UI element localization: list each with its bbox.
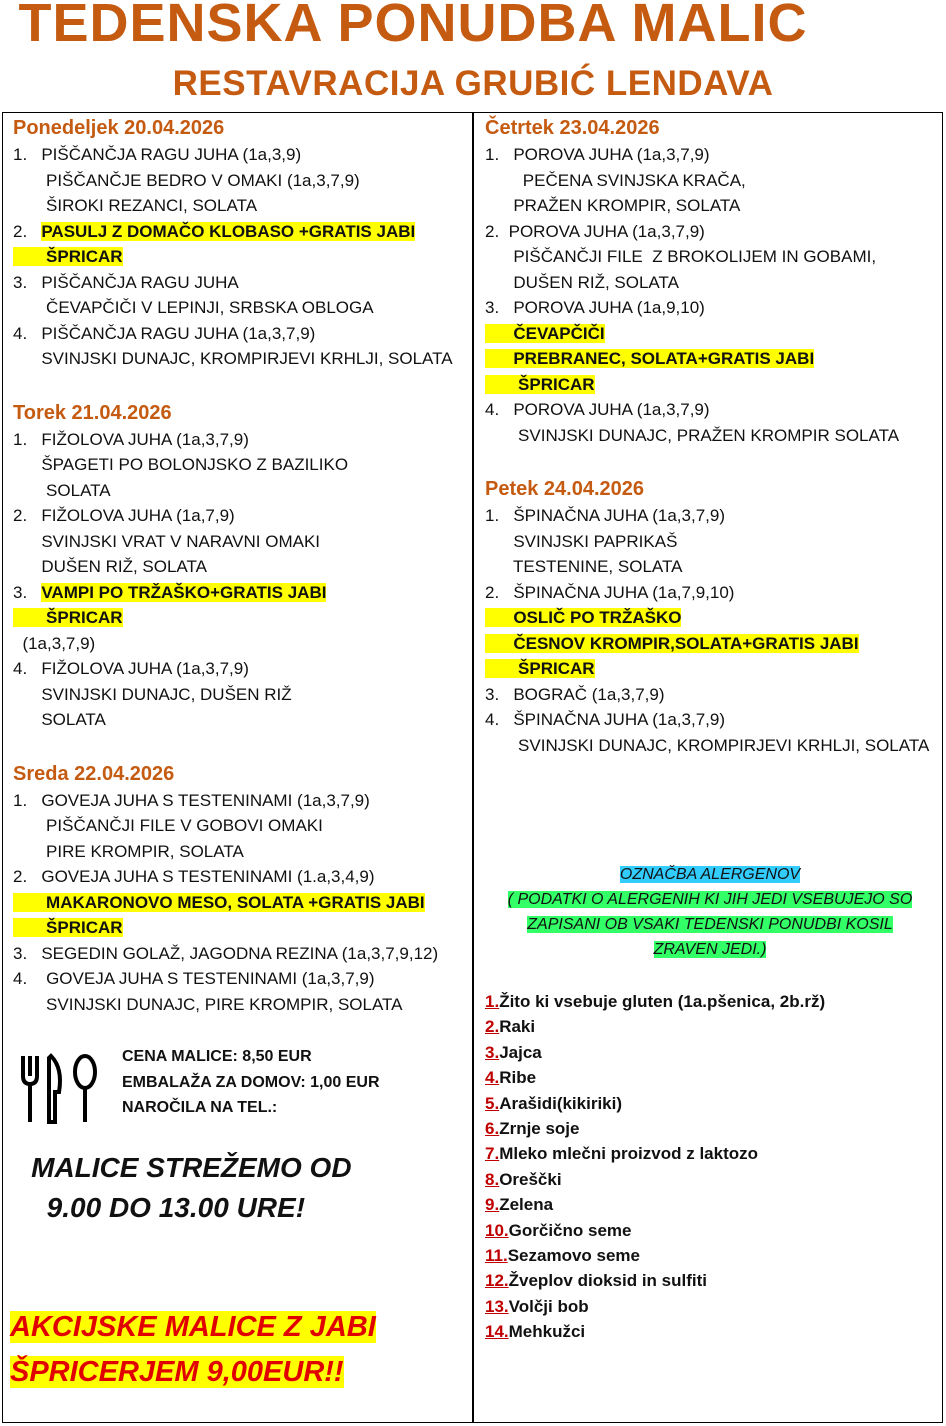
menu-line: SVINJSKI VRAT V NARAVNI OMAKI xyxy=(13,531,321,551)
special-offer-highlight: ČESNOV KROMPIR,SOLATA+GRATIS JABI xyxy=(485,633,859,653)
allergen-item xyxy=(485,1243,825,1268)
allergen-number: 11. xyxy=(485,1246,508,1266)
allergen-number: 8. xyxy=(485,1169,500,1189)
special-offer-highlight: ŠPRICAR xyxy=(485,374,595,394)
allergen-number: 14. xyxy=(485,1322,509,1342)
allergen-item xyxy=(485,1167,825,1192)
allergen-item xyxy=(485,1294,825,1319)
allergen-item xyxy=(485,1014,825,1039)
special-offer-highlight: VAMPI PO TRŽAŠKO+GRATIS JABI xyxy=(41,582,327,602)
cutlery-icon xyxy=(17,1052,101,1126)
day-gap xyxy=(13,372,468,399)
menu-line: 2. GOVEJA JUHA S TESTENINAMI (1.a,3,4,9) xyxy=(13,867,375,886)
day-heading: Sreda 22.04.2026 xyxy=(13,762,175,785)
menu-line: SVINJSKI DUNAJC, PIRE KROMPIR, SOLATA xyxy=(13,994,403,1014)
menu-line xyxy=(485,346,935,372)
allergen-item xyxy=(485,1116,825,1141)
special-offer-highlight: ŠPRICAR xyxy=(13,918,123,937)
allergen-number: 13. xyxy=(485,1296,509,1316)
menu-line: 3. SEGEDIN GOLAŽ, JAGODNA REZINA (1a,3,7,9,12) xyxy=(13,943,439,963)
menu-line: 4. GOVEJA JUHA S TESTENINAMI (1a,3,7,9) xyxy=(13,969,375,988)
menu-line: 2. POROVA JUHA (1a,3,7,9) xyxy=(485,221,705,241)
allergen-text: Gorčično seme xyxy=(508,1220,632,1240)
serving-time: 9.00 DO 13.00 URE! xyxy=(0,1192,306,1223)
menu-line: 2. PASULJ Z DOMAČO KLOBASO +GRATIS JABI xyxy=(13,221,416,241)
menu-line xyxy=(13,890,468,916)
menu-line: 2. FIŽOLOVA JUHA (1a,7,9) xyxy=(13,506,235,525)
allergen-text: Sezamovo seme xyxy=(507,1246,640,1266)
allergen-text: Ribe xyxy=(499,1068,537,1088)
order-phone-line: NAROČILA NA TEL.: xyxy=(122,1099,278,1116)
menu-line: 3. POROVA JUHA (1a,9,10) xyxy=(485,298,705,317)
menu-line: SOLATA xyxy=(13,480,111,500)
special-offer-highlight: ŠPRICAR xyxy=(485,659,595,678)
right-menu-column xyxy=(485,114,935,758)
allergen-text: Jajca xyxy=(499,1042,542,1062)
menu-line xyxy=(485,321,935,347)
menu-line: 1. ŠPINAČNA JUHA (1a,3,7,9) xyxy=(485,506,725,525)
menu-line xyxy=(13,605,468,631)
special-offer-highlight: MAKARONOVO MESO, SOLATA +GRATIS JABI xyxy=(13,892,425,912)
special-offer-highlight: OSLIČ PO TRŽAŠKO xyxy=(485,608,682,627)
menu-line xyxy=(13,915,468,941)
allergen-text: Oreščki xyxy=(499,1169,562,1189)
day-heading: Ponedeljek 20.04.2026 xyxy=(13,117,225,139)
packaging-line: EMBALAŽA ZA DOMOV: 1,00 EUR xyxy=(122,1073,380,1091)
allergen-text: Zrnje soje xyxy=(499,1119,580,1139)
menu-line: 3. PIŠČANČJA RAGU JUHA xyxy=(13,272,239,292)
allergen-list xyxy=(485,989,825,1345)
allergen-note: ZAPISANI OB VSAKI TEDENSKI PONUDBI KOSIL xyxy=(527,916,893,933)
menu-line: SVINJSKI DUNAJC, DUŠEN RIŽ xyxy=(13,684,292,704)
allergen-item xyxy=(485,1065,825,1090)
allergen-text: Žito ki vsebuje gluten (1a.pšenica, 2b.rž) xyxy=(499,992,826,1011)
menu-line xyxy=(485,372,935,398)
menu-line: (1a,3,7,9) xyxy=(13,633,96,653)
allergen-header xyxy=(480,862,940,962)
promo-line: AKCIJSKE MALICE Z JABI xyxy=(10,1311,376,1343)
menu-line: PEČENA SVINJSKA KRAČA, xyxy=(485,170,746,190)
page-title: TEDENSKA PONUDBA MALIC xyxy=(18,0,808,53)
allergen-item xyxy=(485,1319,825,1344)
menu-line: PIŠČANČJI FILE Z BROKOLIJEM IN GOBAMI, xyxy=(485,247,877,266)
allergen-item xyxy=(485,1091,825,1116)
day-heading: Petek 24.04.2026 xyxy=(485,478,645,500)
left-menu-column xyxy=(13,114,468,1017)
special-offer-highlight: ŠPRICAR xyxy=(13,247,123,266)
menu-line: SVINJSKI DUNAJC, KROMPIRJEVI KRHLJI, SOLATA xyxy=(13,349,453,368)
allergen-number: 2. xyxy=(485,1017,500,1037)
allergen-item xyxy=(485,1192,825,1217)
menu-line: 4. FIŽOLOVA JUHA (1a,3,7,9) xyxy=(13,659,249,678)
allergen-text: Mleko mlečni proizvod z laktozo xyxy=(499,1144,759,1164)
menu-line: 4. PIŠČANČJA RAGU JUHA (1a,3,7,9) xyxy=(13,323,316,343)
menu-line: PIRE KROMPIR, SOLATA xyxy=(13,841,244,861)
day-heading: Torek 21.04.2026 xyxy=(13,401,172,424)
menu-line: DUŠEN RIŽ, SOLATA xyxy=(485,272,679,292)
menu-line: ŠIROKI REZANCI, SOLATA xyxy=(13,196,258,215)
menu-line: 2. ŠPINAČNA JUHA (1a,7,9,10) xyxy=(485,582,735,602)
menu-line: SOLATA xyxy=(13,710,106,729)
price-line: CENA MALICE: 8,50 EUR xyxy=(122,1048,312,1065)
allergen-number: 12. xyxy=(485,1271,509,1291)
allergen-number: 3. xyxy=(485,1042,500,1062)
allergen-number: 4. xyxy=(485,1068,500,1088)
allergen-note: ZRAVEN JEDI.) xyxy=(653,941,767,958)
allergen-text: Arašidi(kikiriki) xyxy=(499,1093,623,1113)
allergen-number: 7. xyxy=(485,1144,500,1164)
menu-line: SVINJSKI DUNAJC, KROMPIRJEVI KRHLJI, SOLATA xyxy=(485,735,930,755)
price-info xyxy=(122,1044,380,1121)
day-gap xyxy=(13,733,468,760)
menu-line: ŠPAGETI PO BOLONJSKO Z BAZILIKO xyxy=(13,455,349,474)
allergen-text: Volčji bob xyxy=(508,1296,589,1316)
menu-line xyxy=(13,244,468,270)
allergen-text: Zelena xyxy=(499,1195,554,1215)
special-offer-highlight: ČEVAPČIČI xyxy=(485,323,605,343)
special-offer-highlight: ŠPRICAR xyxy=(13,608,123,627)
special-offer-highlight: PREBRANEC, SOLATA+GRATIS JABI xyxy=(485,349,815,368)
promo-price: ŠPRICERJEM 9,00EUR!! xyxy=(10,1356,344,1388)
menu-line: DUŠEN RIŽ, SOLATA xyxy=(13,557,207,576)
page-subtitle: RESTAVRACIJA GRUBIĆ LENDAVA xyxy=(172,64,774,103)
allergen-item xyxy=(485,989,825,1014)
promo-banner xyxy=(10,1305,376,1395)
serving-line: MALICE STREŽEMO OD xyxy=(0,1152,352,1183)
allergen-number: 10. xyxy=(485,1220,509,1240)
menu-line: TESTENINE, SOLATA xyxy=(485,557,683,576)
menu-line: SVINJSKI PAPRIKAŠ xyxy=(485,531,678,551)
allergen-item xyxy=(485,1268,825,1293)
menu-line: 1. GOVEJA JUHA S TESTENINAMI (1a,3,7,9) xyxy=(13,790,370,810)
allergen-number: 5. xyxy=(485,1093,500,1113)
day-gap xyxy=(485,448,935,475)
serving-hours xyxy=(0,1148,460,1228)
allergen-text: Žveplov dioksid in sulfiti xyxy=(508,1271,707,1291)
menu-line xyxy=(485,656,935,682)
allergen-item xyxy=(485,1040,825,1065)
menu-line: SVINJSKI DUNAJC, PRAŽEN KROMPIR SOLATA xyxy=(485,425,900,445)
allergen-item xyxy=(485,1141,825,1166)
menu-line: 3. BOGRAČ (1a,3,7,9) xyxy=(485,684,665,704)
day-heading: Četrtek 23.04.2026 xyxy=(485,117,660,139)
special-offer-highlight: PASULJ Z DOMAČO KLOBASO +GRATIS JABI xyxy=(41,221,416,241)
menu-line: PIŠČANČJE BEDRO V OMAKI (1a,3,7,9) xyxy=(13,170,360,190)
allergen-text: Mehkužci xyxy=(508,1322,586,1342)
allergen-note: ( PODATKI O ALERGENIH KI JIH JEDI VSEBUJEJO SO xyxy=(507,891,913,908)
allergen-number: 9. xyxy=(485,1195,500,1215)
menu-line: 4. ŠPINAČNA JUHA (1a,3,7,9) xyxy=(485,710,725,729)
menu-line xyxy=(485,605,935,631)
menu-line: 1. FIŽOLOVA JUHA (1a,3,7,9) xyxy=(13,429,249,449)
menu-line: PRAŽEN KROMPIR, SOLATA xyxy=(485,196,741,215)
menu-line xyxy=(485,631,935,657)
menu-line: 1. PIŠČANČJA RAGU JUHA (1a,3,9) xyxy=(13,145,302,164)
menu-line: ČEVAPČIČI V LEPINJI, SRBSKA OBLOGA xyxy=(13,298,374,317)
menu-line: 1. POROVA JUHA (1a,3,7,9) xyxy=(485,145,710,164)
menu-line: 3. VAMPI PO TRŽAŠKO+GRATIS JABI xyxy=(13,582,327,602)
allergen-number: 6. xyxy=(485,1119,500,1139)
column-divider xyxy=(472,112,474,1423)
menu-line: PIŠČANČJI FILE V GOBOVI OMAKI xyxy=(13,816,323,835)
allergen-text: Raki xyxy=(499,1017,536,1037)
allergen-item xyxy=(485,1218,825,1243)
allergen-title: OZNAČBA ALERGENOV xyxy=(619,866,801,883)
allergen-number: 1. xyxy=(485,992,500,1011)
menu-line: 4. POROVA JUHA (1a,3,7,9) xyxy=(485,400,710,419)
